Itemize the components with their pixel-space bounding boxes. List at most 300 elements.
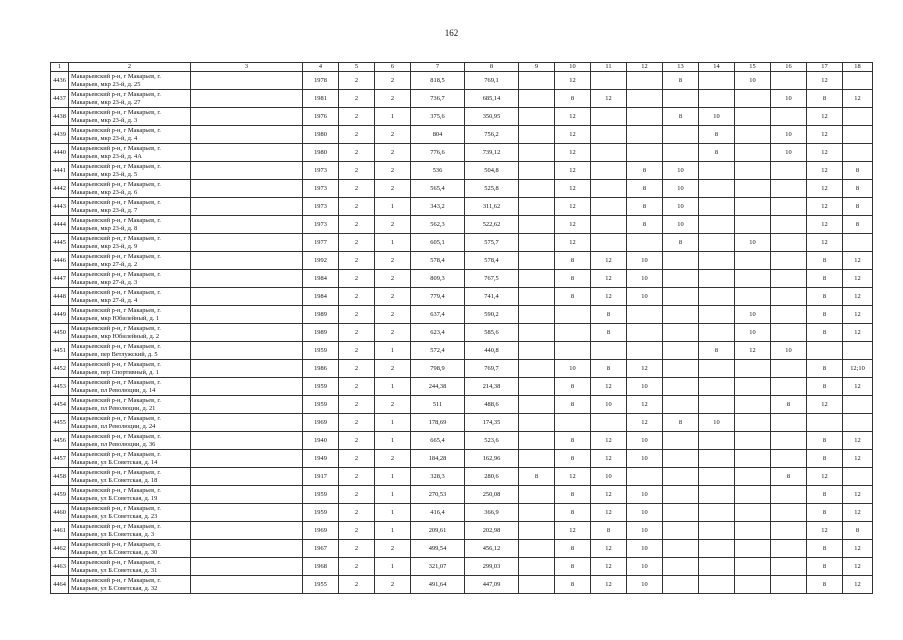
table-cell [191,126,303,144]
table-cell [735,216,771,234]
address-cell: Макарьевский р-н, г Макарьев, г. Макарьев, мкр 23-й, д. 8 [69,216,191,234]
table-cell: 1980 [303,126,339,144]
table-cell: 202,98 [465,522,519,540]
table-cell: 299,03 [465,558,519,576]
table-cell [699,216,735,234]
table-row [51,378,873,396]
table-cell: 174,35 [465,414,519,432]
table-row [51,216,873,234]
table-cell: 8 [555,558,591,576]
table-cell [771,576,807,594]
table-cell [519,342,555,360]
table-cell: 10 [735,72,771,90]
table-cell: 2 [375,576,411,594]
table-cell [771,108,807,126]
table-cell: 499,54 [411,540,465,558]
table-cell [699,270,735,288]
column-header: 6 [375,63,411,72]
table-row [51,360,873,378]
table-cell: 2 [375,126,411,144]
table-cell [771,180,807,198]
table-cell [663,90,699,108]
table-cell: 8 [627,198,663,216]
table-cell: 769,1 [465,72,519,90]
table-cell [771,360,807,378]
table-cell: 10 [627,270,663,288]
address-cell: Макарьевский р-н, г Макарьев, г. Макарьев, мкр 23-й, д. 25 [69,72,191,90]
row-number: 4457 [51,450,69,468]
table-row [51,252,873,270]
table-cell: 804 [411,126,465,144]
table-cell [191,306,303,324]
table-cell: 8 [807,306,843,324]
table-cell [627,90,663,108]
row-number: 4460 [51,504,69,522]
table-cell: 8 [699,126,735,144]
table-cell [735,360,771,378]
table-cell: 12 [735,342,771,360]
table-cell [735,180,771,198]
table-cell: 8 [591,324,627,342]
table-cell: 8 [591,306,627,324]
table-cell: 525,8 [465,180,519,198]
table-cell: 10 [771,342,807,360]
table-cell [519,540,555,558]
row-number: 4439 [51,126,69,144]
table-cell [843,126,873,144]
column-header: 10 [555,63,591,72]
table-cell [519,90,555,108]
table-cell: 2 [339,288,375,306]
table-cell [699,360,735,378]
table-cell: 10 [771,90,807,108]
table-cell: 10 [663,162,699,180]
table-cell [191,396,303,414]
table-cell: 2 [339,144,375,162]
row-number: 4462 [51,540,69,558]
table-cell: 12 [627,414,663,432]
row-number: 4454 [51,396,69,414]
table-cell [843,396,873,414]
table-row [51,126,873,144]
table-cell [627,234,663,252]
table-cell: 12 [843,324,873,342]
table-cell [663,288,699,306]
table-cell: 8 [807,432,843,450]
table-cell: 8 [555,432,591,450]
table-cell [771,234,807,252]
table-cell: 1969 [303,522,339,540]
table-cell: 523,6 [465,432,519,450]
table-cell [191,144,303,162]
table-cell [191,468,303,486]
table-cell: 10 [627,558,663,576]
address-cell: Макарьевский р-н, г Макарьев, г. Макарьев, мкр 23-й, д. 7 [69,198,191,216]
table-cell: 8 [555,450,591,468]
table-cell [627,324,663,342]
table-cell [771,270,807,288]
table-cell: 1 [375,486,411,504]
table-cell: 2 [375,396,411,414]
table-cell [699,234,735,252]
table-cell: 565,4 [411,180,465,198]
table-cell [699,468,735,486]
table-cell: 12 [807,234,843,252]
table-cell [663,522,699,540]
table-cell: 12 [807,216,843,234]
address-cell: Макарьевский р-н, г Макарьев, г. Макарьев, ул Б.Советская, д. 23 [69,504,191,522]
table-cell [519,108,555,126]
table-cell [843,342,873,360]
table-cell: 12 [555,234,591,252]
table-cell [735,576,771,594]
table-cell: 8 [807,90,843,108]
table-cell: 350,95 [465,108,519,126]
table-cell [591,126,627,144]
address-cell: Макарьевский р-н, г Макарьев, г. Макарьев, мкр 23-й, д. 6 [69,180,191,198]
table-cell [519,504,555,522]
table-cell: 2 [339,162,375,180]
column-header: 13 [663,63,699,72]
table-cell: 12 [555,144,591,162]
table-cell: 12 [843,432,873,450]
table-cell: 8 [807,540,843,558]
table-cell [699,180,735,198]
address-cell: Макарьевский р-н, г Макарьев, г. Макарьев, мкр 23-й, д. 4А [69,144,191,162]
table-cell [191,198,303,216]
table-cell: 1973 [303,180,339,198]
row-number: 4446 [51,252,69,270]
table-cell: 769,7 [465,360,519,378]
table-row [51,342,873,360]
table-cell [519,288,555,306]
table-cell: 8 [807,324,843,342]
address-cell: Макарьевский р-н, г Макарьев, г. Макарьев, мкр 27-й, д. 2 [69,252,191,270]
address-cell: Макарьевский р-н, г Макарьев, г. Макарьев, мкр 23-й, д. 27 [69,90,191,108]
table-cell: 2 [339,450,375,468]
table-cell [735,450,771,468]
table-cell: 8 [843,198,873,216]
table-cell: 2 [375,540,411,558]
table-cell: 12 [843,306,873,324]
table-cell: 8 [555,486,591,504]
table-cell [663,144,699,162]
table-cell: 10 [663,180,699,198]
table-cell: 1967 [303,540,339,558]
table-cell: 2 [339,180,375,198]
table-cell: 8 [627,162,663,180]
table-cell [663,540,699,558]
table-cell: 2 [375,360,411,378]
table-cell [771,522,807,540]
table-cell [735,270,771,288]
table-cell [807,342,843,360]
table-cell [699,450,735,468]
table-cell: 12 [591,432,627,450]
table-cell: 8 [771,396,807,414]
table-cell [191,90,303,108]
table-cell: 10 [627,450,663,468]
table-row [51,558,873,576]
table-cell: 12 [843,576,873,594]
table-cell: 637,4 [411,306,465,324]
table-cell: 511 [411,396,465,414]
table-cell [519,198,555,216]
table-cell: 12 [555,198,591,216]
table-cell [699,522,735,540]
table-cell: 1 [375,414,411,432]
table-cell: 12 [807,198,843,216]
column-header: 3 [191,63,303,72]
table-cell: 536 [411,162,465,180]
table-cell [663,360,699,378]
table-cell [191,432,303,450]
table-cell: 1959 [303,504,339,522]
table-cell: 12 [807,72,843,90]
row-number: 4447 [51,270,69,288]
table-cell: 8 [843,216,873,234]
table-row [51,540,873,558]
row-number: 4451 [51,342,69,360]
address-cell: Макарьевский р-н, г Макарьев, г. Макарьев, мкр Юбилейный, д. 1 [69,306,191,324]
table-cell [735,414,771,432]
table-cell [699,306,735,324]
table-cell: 8 [555,288,591,306]
table-cell [519,432,555,450]
table-cell: 270,53 [411,486,465,504]
table-cell: 8 [591,522,627,540]
table-cell [843,468,873,486]
table-cell: 10 [555,360,591,378]
table-cell [771,198,807,216]
table-cell [735,162,771,180]
table-cell [519,270,555,288]
table-cell [191,558,303,576]
table-cell [627,306,663,324]
table-cell [699,576,735,594]
table-row [51,486,873,504]
table-cell [519,576,555,594]
table-cell: 1984 [303,270,339,288]
table-cell: 2 [375,144,411,162]
table-cell: 578,4 [411,252,465,270]
table-cell: 343,2 [411,198,465,216]
table-cell: 12 [555,126,591,144]
table-cell: 214,38 [465,378,519,396]
table-cell: 10 [735,306,771,324]
row-number: 4453 [51,378,69,396]
table-cell: 1986 [303,360,339,378]
address-cell: Макарьевский р-н, г Макарьев, г. Макарьев, ул Б.Советская, д. 30 [69,540,191,558]
column-header: 17 [807,63,843,72]
table-cell: 2 [339,216,375,234]
table-cell: 328,3 [411,468,465,486]
table-cell [735,90,771,108]
row-number: 4448 [51,288,69,306]
address-cell: Макарьевский р-н, г Макарьев, г. Макарьев, мкр 23-й, д. 4 [69,126,191,144]
table-row [51,396,873,414]
table-cell: 12 [843,288,873,306]
table-cell [771,486,807,504]
row-number: 4437 [51,90,69,108]
table-cell [699,252,735,270]
table-cell: 2 [339,324,375,342]
table-cell: 2 [339,432,375,450]
table-cell: 8 [771,468,807,486]
table-cell [663,468,699,486]
table-cell: 162,96 [465,450,519,468]
address-cell: Макарьевский р-н, г Макарьев, г. Макарьев, мкр Юбилейный, д. 2 [69,324,191,342]
table-row [51,432,873,450]
table-cell [699,378,735,396]
row-number: 4461 [51,522,69,540]
table-cell: 12 [591,486,627,504]
table-cell: 1940 [303,432,339,450]
table-cell: 12 [591,270,627,288]
table-cell: 2 [339,558,375,576]
table-cell [735,486,771,504]
address-cell: Макарьевский р-н, г Макарьев, г. Макарьев, пер Ветлужский, д. 5 [69,342,191,360]
address-cell: Макарьевский р-н, г Макарьев, г. Макарьев, ул Б.Советская, д. 3 [69,522,191,540]
table-cell: 8 [627,216,663,234]
table-cell: 12 [555,72,591,90]
table-cell [591,198,627,216]
table-cell: 12 [843,450,873,468]
table-cell: 491,64 [411,576,465,594]
table-cell [699,504,735,522]
table-cell [191,180,303,198]
table-cell [663,126,699,144]
table-cell: 1 [375,468,411,486]
table-cell: 2 [375,288,411,306]
table-cell [735,108,771,126]
table-cell: 8 [555,252,591,270]
table-cell: 2 [339,522,375,540]
table-cell: 8 [555,504,591,522]
table-cell [807,414,843,432]
table-row [51,270,873,288]
table-cell [591,162,627,180]
table-cell: 416,4 [411,504,465,522]
table-cell: 739,12 [465,144,519,162]
row-number: 4436 [51,72,69,90]
table-cell: 8 [555,270,591,288]
column-header: 2 [69,63,191,72]
table-cell [663,450,699,468]
table-cell: 10 [627,522,663,540]
table-cell: 12 [807,468,843,486]
table-cell: 10 [627,378,663,396]
table-cell: 2 [339,360,375,378]
table-cell: 504,8 [465,162,519,180]
table-cell: 1973 [303,216,339,234]
table-cell [699,72,735,90]
table-cell: 2 [339,540,375,558]
address-cell: Макарьевский р-н, г Макарьев, г. Макарьев, пл Революции, д. 36 [69,432,191,450]
table-cell [519,378,555,396]
table-cell: 12 [591,576,627,594]
table-cell: 685,14 [465,90,519,108]
table-cell [591,234,627,252]
table-cell [699,558,735,576]
table-cell: 366,9 [465,504,519,522]
table-cell [699,486,735,504]
table-cell: 2 [339,108,375,126]
table-cell [627,342,663,360]
table-cell [771,450,807,468]
table-cell [627,468,663,486]
table-cell [191,108,303,126]
table-cell: 562,3 [411,216,465,234]
table-cell: 178,69 [411,414,465,432]
table-cell: 280,6 [465,468,519,486]
table-cell: 8 [555,576,591,594]
table-row [51,504,873,522]
table-cell: 1977 [303,234,339,252]
table-cell [843,72,873,90]
table-cell [519,72,555,90]
table-cell [735,378,771,396]
table-cell [771,432,807,450]
table-row [51,576,873,594]
row-number: 4444 [51,216,69,234]
table-cell: 8 [843,522,873,540]
table-cell: 12 [555,162,591,180]
table-cell [771,216,807,234]
table-cell [699,288,735,306]
table-cell: 2 [375,90,411,108]
table-cell [663,306,699,324]
table-cell [191,522,303,540]
table-cell [191,486,303,504]
table-cell [519,252,555,270]
row-number: 4441 [51,162,69,180]
table-cell [519,324,555,342]
table-cell: 776,6 [411,144,465,162]
table-cell: 12 [555,522,591,540]
table-row [51,306,873,324]
table-cell: 8 [807,504,843,522]
table-cell [699,162,735,180]
table-cell [591,108,627,126]
table-cell: 8 [807,288,843,306]
table-cell [663,432,699,450]
table-cell [663,396,699,414]
table-cell: 665,4 [411,432,465,450]
table-cell [519,360,555,378]
table-cell [627,126,663,144]
table-cell: 2 [339,504,375,522]
table-cell [771,72,807,90]
table-cell [735,558,771,576]
table-cell: 8 [699,144,735,162]
table-cell: 12 [591,504,627,522]
table-cell [555,414,591,432]
table-cell: 736,7 [411,90,465,108]
table-cell [843,144,873,162]
table-cell: 2 [375,270,411,288]
table-row [51,162,873,180]
table-cell: 1973 [303,198,339,216]
table-cell: 1992 [303,252,339,270]
table-cell: 1955 [303,576,339,594]
table-cell: 8 [843,180,873,198]
address-cell: Макарьевский р-н, г Макарьев, г. Макарьев, пл Революции, д. 24 [69,414,191,432]
table-cell [771,306,807,324]
address-cell: Макарьевский р-н, г Макарьев, г. Макарьев, ул Б.Советская, д. 14 [69,450,191,468]
address-cell: Макарьевский р-н, г Макарьев, г. Макарьев, мкр 23-й, д. 5 [69,162,191,180]
table-row [51,450,873,468]
